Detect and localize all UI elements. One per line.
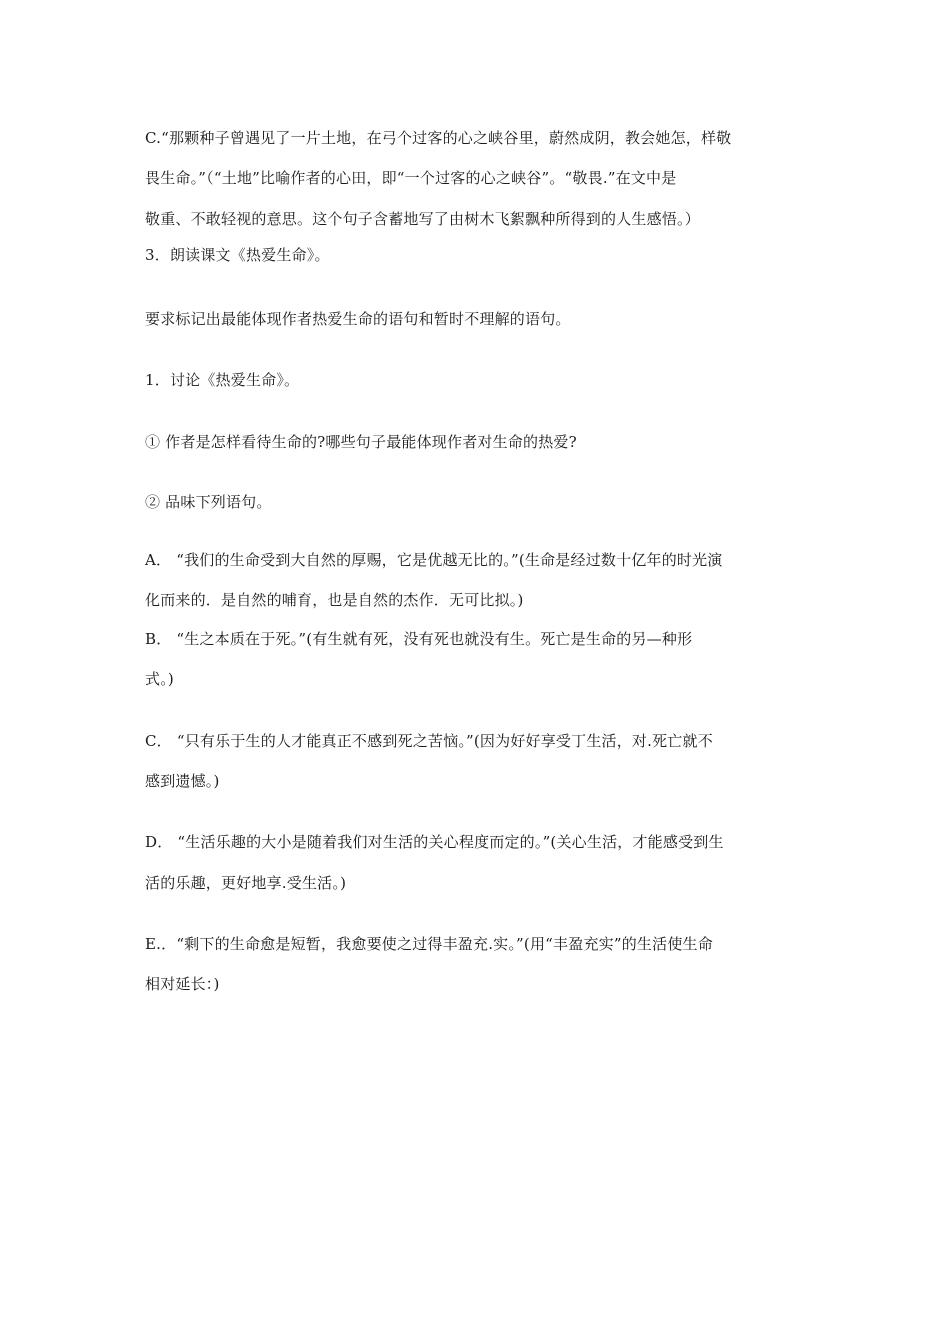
sentence-d-line-2: 活的乐趣，更好地享.受生活。) — [145, 874, 347, 892]
sentence-b-line-2: 式。) — [145, 670, 174, 688]
paragraph-c-line-1: C.“那颗种子曾遇见了一片土地，在弓个过客的心之峡谷里，蔚然成阴，教会她怎，样敬 — [145, 129, 732, 147]
sentence-c-line-2: 感到遗憾。) — [145, 772, 220, 790]
question-2: ② 品味下列语句。 — [145, 493, 272, 511]
sentence-a-line-2: 化而来的．是自然的哺育，也是自然的杰作．无可比拟。) — [145, 591, 524, 609]
sentence-e-line-2: 相对延长：) — [145, 975, 220, 993]
paragraph-c-line-2: 畏生命。”（“土地”比喻作者的心田，即“一个过客的心之峡谷”。“敬畏.”在文中是 — [145, 169, 677, 187]
sentence-b-line-1: B． “生之本质在于死。”(有生就有死，没有死也就没有生。死亡是生命的另—种形 — [145, 630, 693, 648]
sentence-a-line-1: A． “我们的生命受到大自然的厚赐，它是优越无比的。”(生命是经过数十亿年的时光演 — [145, 551, 723, 569]
step-3-heading: 3．朗读课文《热爱生命》。 — [145, 246, 330, 264]
paragraph-c-line-3: 敬重、不敢轻视的意思。这个句子含蓄地写了由树木飞絮飘种所得到的人生感悟。） — [145, 210, 700, 228]
step-3-instruction: 要求标记出最能体现作者热爱生命的语句和暂时不理解的语句。 — [145, 310, 571, 328]
sentence-d-line-1: D． “生活乐趣的大小是随着我们对生活的关心程度而定的。”(关心生活，才能感受到生 — [145, 833, 724, 851]
sentence-e-line-1: E.．“剩下的生命愈是短暂，我愈要使之过得丰盈充.实。”(用“丰盈充实”的生活使生命 — [145, 935, 713, 953]
question-1: ① 作者是怎样看待生命的?哪些句子最能体现作者对生命的热爱? — [145, 433, 577, 451]
sentence-c-line-1: C． “只有乐于生的人才能真正不感到死之苦恼。”(因为好好享受丁生活，对.死亡就不 — [145, 732, 713, 750]
step-1-heading: 1．讨论《热爱生命》。 — [145, 371, 300, 389]
